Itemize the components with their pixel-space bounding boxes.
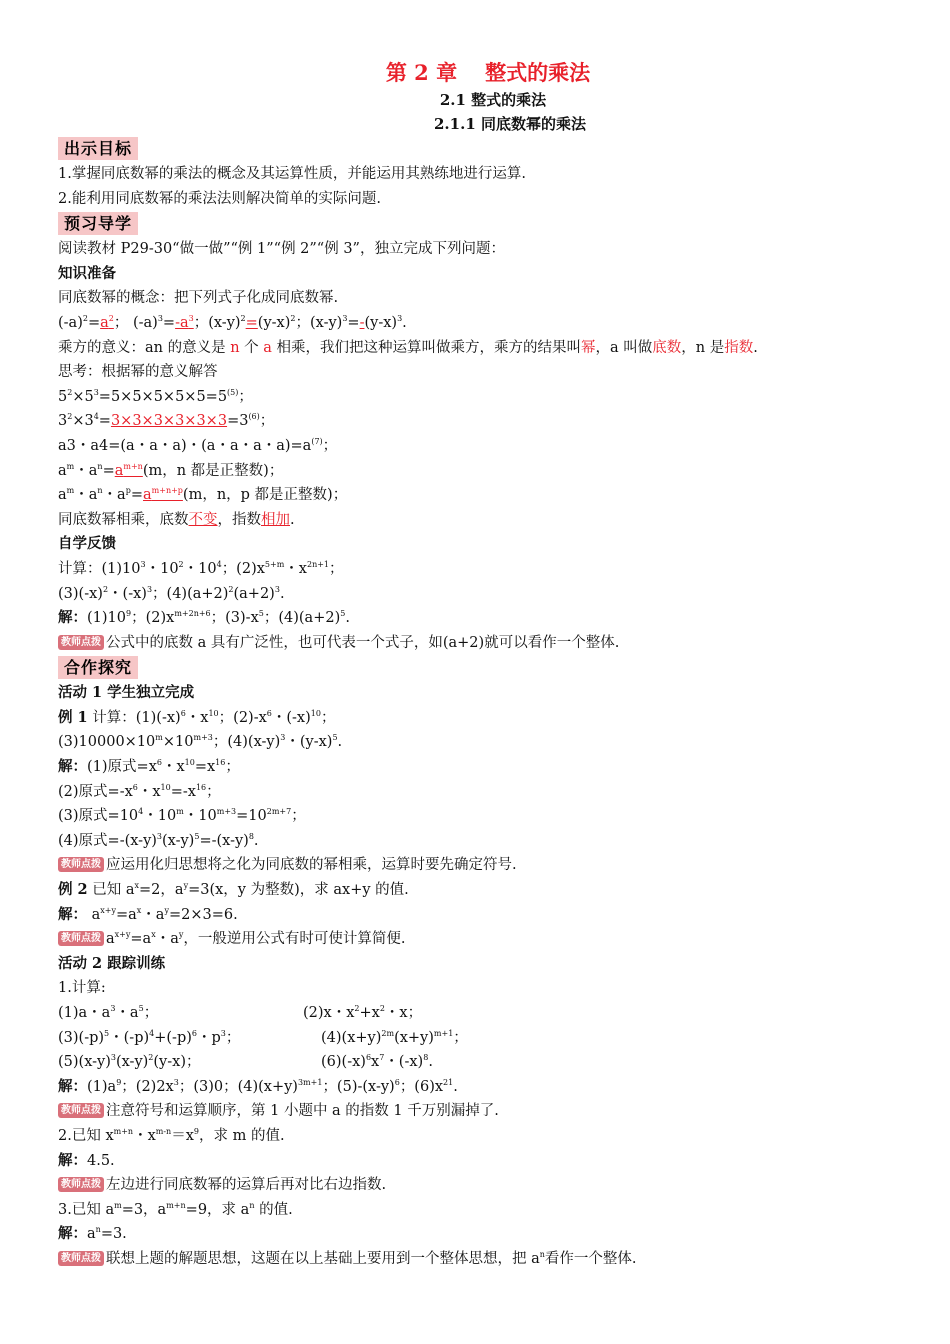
activity-1-heading: 活动 1 学生独立完成 — [58, 684, 195, 702]
practice-3-answer: 解：$a^n=3$. — [58, 1225, 127, 1243]
teacher-tip-badge: 教师点拨 — [58, 931, 104, 946]
preview-intro: 阅读教材 P29-30“做一做”“例 1”“例 2”“例 3”，独立完成下列问题： — [58, 241, 505, 258]
practice-1-answer: 解：$(1)a^9$；$(2)2x^3$；(3)0；$(4)(x+y)^{3m+1}$；$(5)-(x-y)^6$；$(6)x^{21}$. — [58, 1077, 458, 1095]
preview-heading: 预习导学 — [58, 212, 138, 235]
practice-3-question: 3.已知 $a^m=3$，$a^{m+n}=9$，求 $a^n$ 的值. — [58, 1200, 293, 1218]
concept-line: 同底数幂的概念：把下列式子化成同底数幂. — [58, 290, 339, 307]
example-1-question-2: $(3)10000\times 10^m\times 10^{m+3}$；$(4)(x-y)^3$・$(y-x)^5$. — [58, 733, 343, 751]
example-1-solution-2: (2)原式$=-x^6$・$x^{10}=-x^{16}$； — [58, 782, 221, 800]
example-1-solution-3: (3)原式$=10^4$・10$^m$・$10^{m+3}=10^{2m+7}$； — [58, 807, 306, 825]
exercise-am-an-ap: $a^m$・$a^n$・$a^p=a^{m+n+p}(m$，n，p 都是正整数)； — [58, 486, 348, 504]
practice-2-answer: 解：4.5. — [58, 1151, 115, 1169]
example-2-solution: 解： $a^{x+y}=a^x$・$a^y=2\times 3=6$. — [58, 905, 238, 923]
answer-minus-sign: - — [359, 314, 365, 331]
exercise-3-powers: $3^2\times 3^4=3\times 3\times 3\times 3\times 3\times 3=3^{(6)}$； — [58, 412, 275, 430]
tip-reverse-formula: 教师点拨 $a^{x+y}=a^x$・$a^y$，一般逆用公式有时可使计算简便. — [58, 927, 908, 952]
objective-2: 2.能利用同底数幂的乘法法则解决简单的实际问题. — [58, 190, 381, 207]
feedback-calc-line-2: $(3)(-x)^2$・$(-x)^3$；$(4)(a+2)^2(a+2)^3$. — [58, 584, 285, 602]
example-1-solution-4: (4)原式$=-(x-y)^3(x-y)^5=-(x-y)^8$. — [58, 831, 259, 849]
teacher-tip-badge: 教师点拨 — [58, 1177, 104, 1192]
feedback-calc-line: 计算：$(1)10^3$・$10^2$・$10^4$；$(2)x^{5+m}$・$x^{2n+1}$； — [58, 559, 344, 577]
power-meaning-line: 乘方的意义：an 的意义是 n 个 a 相乘，我们把这种运算叫做乘方，乘方的结果叫幂，a 叫做底数，n 是指数. — [58, 339, 758, 356]
example-1-question: 例 1 计算：$(1)(-x)^6$・$x^{10}$；$(2)-x^6$・$(-x)^{10}$； — [58, 708, 336, 726]
subsection-title: 2.1.1 同底数幂的乘法 — [434, 115, 586, 133]
worksheet-page — [58, 58, 908, 1272]
tip-reduction: 教师点拨 应运用化归思想将之化为同底数的幂相乘，运算时要先确定符号. — [58, 853, 908, 878]
tip-generality: 教师点拨 公式中的底数 a 具有广泛性，也可代表一个式子，如(a+2)就可以看作一个整体. — [58, 631, 908, 656]
teacher-tip-badge: 教师点拨 — [58, 857, 104, 872]
practice-2-question: 2.已知 $x^{m+n}$・$x^{m-n}=x^9$，求 m 的值. — [58, 1126, 285, 1144]
teacher-tip-badge: 教师点拨 — [58, 1251, 104, 1266]
teacher-tip-badge: 教师点拨 — [58, 1103, 104, 1118]
teacher-tip-badge: 教师点拨 — [58, 635, 104, 650]
chapter-name: 整式的乘法 — [485, 60, 591, 85]
section-title: 2.1 整式的乘法 — [439, 91, 547, 109]
answer-neg-a3: $-a^3$ — [175, 313, 194, 331]
tip-compare-exponents: 教师点拨 左边进行同底数幂的运算后再对比右边指数. — [58, 1173, 908, 1198]
feedback-heading: 自学反馈 — [58, 535, 116, 553]
feedback-answer: 解：$(1)10^9$；$(2)x^{m+2n+6}$；$(3)-x^5$；$(4)(a+2)^5$. — [58, 609, 350, 627]
knowledge-heading: 知识准备 — [58, 264, 116, 282]
answer-a2: $a^2$ — [100, 313, 114, 331]
tip-sign-order: 教师点拨 注意符号和运算顺序，第 1 小题中 a 的指数 1 千万别漏掉了. — [58, 1099, 908, 1124]
practice-1-row-2: $(3)(-p)^5$・$(-p)^4+(-p)^6$・$p^3$； $(4)(x+y)^{2m}(x+y)^{m+1}$； — [58, 1028, 468, 1046]
practice-1-row-1: (1)a・$a^3$・$a^5$； (2)x・$x^2+x^2$・x； — [58, 1004, 423, 1021]
practice-1-row-3: $(5)(x-y)^3(x-y)^2(y-x)$； $(6)(-x)^6x^7$・$(-x)^8$. — [58, 1053, 433, 1071]
answer-eq-sign: = — [245, 314, 258, 331]
chapter-title — [58, 58, 908, 88]
exercise-a-powers: a3・a4=(a・a・a)・(a・a・a・$a)=a^{(7)}$； — [58, 436, 338, 454]
chapter-number: 第 2 章 — [385, 60, 458, 85]
activity-2-heading: 活动 2 跟踪训练 — [58, 954, 166, 972]
exercise-am-an: $a^m$・$a^n=a^{m+n}(m$，n 都是正整数)； — [58, 461, 284, 479]
explore-heading: 合作探究 — [58, 656, 138, 679]
tip-whole-idea: 教师点拨 联想上题的解题思想，这题在以上基础上要用到一个整体思想，把 $a^n$看作一个整体. — [58, 1247, 908, 1272]
exercise-5-powers: $5^2\times 5^3=5\times 5\times 5\times 5\times 5=5^{(5)}$； — [58, 387, 253, 405]
think-line: 思考：根据幂的意义解答 — [58, 364, 218, 381]
objective-1: 1.掌握同底数幂的乘法的概念及其运算性质，并能运用其熟练地进行运算. — [58, 166, 526, 182]
example-2-question: 例 2 已知 $a^x=2$，$a^y=3(x$，y 为整数)，求 ax+y 的值. — [58, 881, 409, 899]
convert-line: $(-a)^2=a^2$； $(-a)^3=-a^3$；$(x-y)^2=(y-x)^2$；$(x-y)^3=-(y-x)^3$. — [58, 313, 407, 331]
objectives-heading: 出示目标 — [58, 137, 138, 160]
practice-1-title: 1.计算: — [58, 980, 106, 997]
example-1-solution-1: 解：(1)原式$=x^6$・$x^{10}=x^{16}$； — [58, 758, 240, 776]
rule-line: 同底数幂相乘，底数不变，指数相加. — [58, 511, 295, 528]
